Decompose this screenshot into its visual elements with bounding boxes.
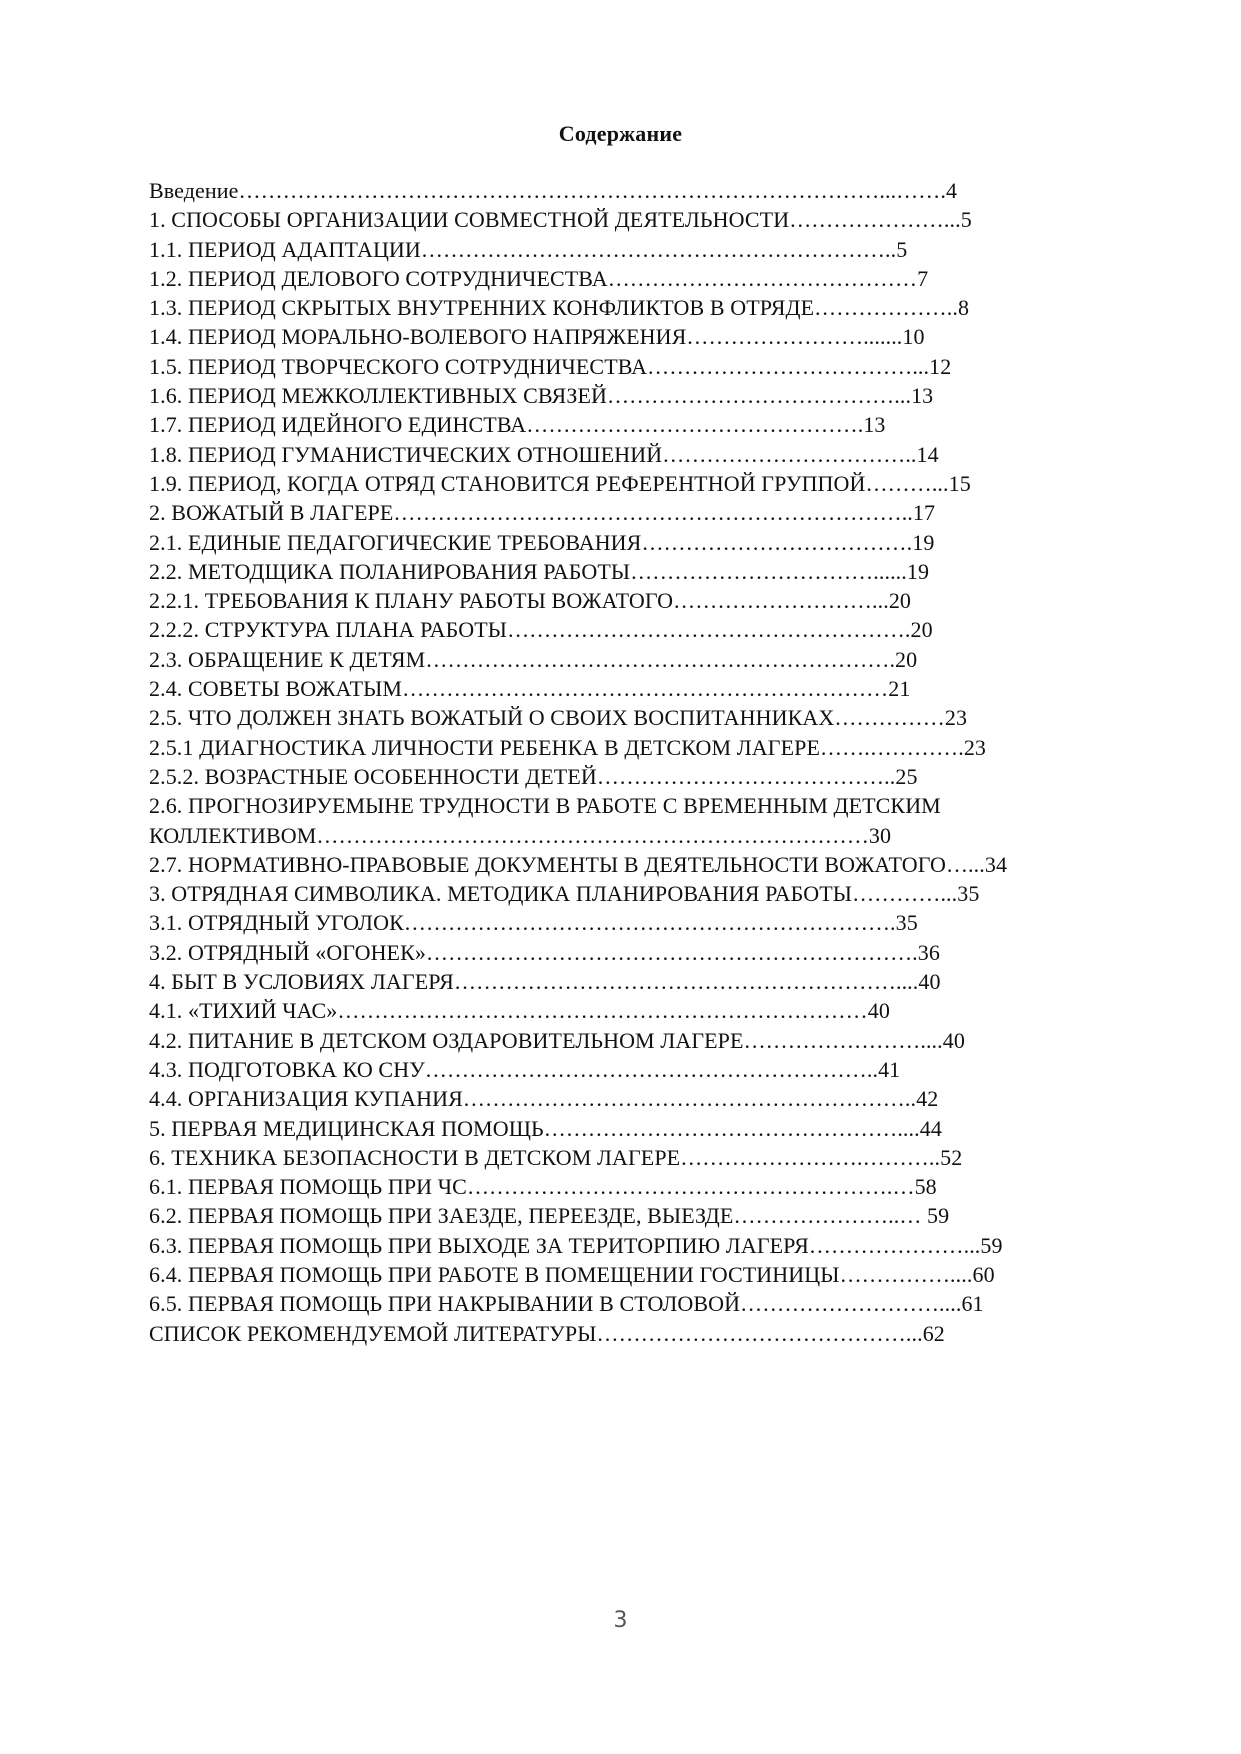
toc-entry-page: 35: [895, 910, 918, 936]
toc-entry-title: 4.1. «ТИХИЙ ЧАС»: [149, 998, 338, 1024]
toc-entry-page: 21: [888, 676, 911, 702]
toc-entry-leader: ……………....: [839, 1261, 973, 1287]
toc-entry[interactable]: [149, 264, 1159, 293]
toc-entry[interactable]: [149, 469, 1159, 498]
toc-entry-title: 3.1. ОТРЯДНЫЙ УГОЛОК: [149, 910, 404, 936]
toc-entry-page: 20: [888, 588, 912, 614]
toc-entry-page: 5: [960, 207, 972, 233]
toc-entry-leader: ………………………...: [673, 588, 889, 614]
toc-entry-page: 19: [912, 529, 935, 555]
toc-entry[interactable]: [149, 996, 1159, 1025]
toc-entry[interactable]: [149, 762, 1159, 791]
toc-entry[interactable]: [149, 557, 1159, 586]
toc-entry-page: 41: [878, 1056, 901, 1082]
toc-entry-title: 6.1. ПЕРВАЯ ПОМОЩЬ ПРИ ЧС: [149, 1174, 467, 1200]
toc-entry-leader: ………………………………...: [647, 353, 930, 379]
toc-entry-leader: ……………: [834, 705, 945, 731]
toc-entry[interactable]: [149, 440, 1159, 469]
toc-entry[interactable]: [149, 176, 1159, 205]
toc-entry-title: 2.3. ОБРАЩЕНИЕ К ДЕТЯМ: [149, 646, 426, 672]
toc-entry-leader: …………………………………..: [596, 763, 896, 789]
toc-entry-page: 59: [927, 1203, 950, 1229]
toc-entry[interactable]: [149, 1114, 1159, 1143]
toc-entry-leader: …………………….………..: [680, 1144, 941, 1170]
table-of-contents: [149, 176, 1159, 1348]
toc-entry[interactable]: [149, 1084, 1159, 1113]
toc-entry-title: 2. ВОЖАТЫЙ В ЛАГЕРЕ: [149, 500, 394, 526]
toc-entry-title: 3.2. ОТРЯДНЫЙ «ОГОНЕК»: [149, 939, 426, 965]
toc-entry-title: 1.7. ПЕРИОД ИДЕЙНОГО ЕДИНСТВА: [149, 412, 527, 438]
toc-entry-page: 13: [911, 383, 934, 409]
toc-entry[interactable]: [149, 293, 1159, 322]
toc-entry-page: 8: [957, 295, 970, 321]
toc-entry-title: 2.4. СОВЕТЫ ВОЖАТЫМ: [149, 676, 403, 702]
toc-entry[interactable]: [149, 498, 1159, 527]
toc-entry-leader: …………………………………………………………………: [316, 822, 869, 848]
toc-entry-leader: ………………………………………………………………: [337, 998, 868, 1024]
toc-entry-leader: ………………………………………………………….: [425, 939, 918, 965]
toc-entry-leader: …………………………………...: [606, 383, 912, 409]
toc-entry-leader: ……………………………………….: [526, 412, 864, 438]
toc-entry-page: 62: [922, 1320, 945, 1346]
toc-entry-page: 58: [914, 1174, 937, 1200]
toc-entry-leader: ……………………………………………………….: [425, 646, 896, 672]
toc-entry-page: 40: [918, 969, 941, 995]
toc-entry-page: 20: [910, 617, 933, 643]
toc-entry[interactable]: [149, 908, 1159, 937]
toc-entry-page: 35: [957, 881, 980, 907]
toc-entry-title: 1.8. ПЕРИОД ГУМАНИСТИЧЕСКИХ ОТНОШЕНИЙ: [149, 441, 663, 467]
toc-entry-title: 4.4. ОРГАНИЗАЦИЯ КУПАНИЯ: [149, 1086, 463, 1112]
toc-entry[interactable]: [149, 938, 1159, 967]
toc-entry-leader: …...: [945, 851, 985, 877]
toc-entry[interactable]: [149, 1026, 1159, 1055]
toc-entry[interactable]: [149, 879, 1159, 908]
toc-entry-title: 2.2. МЕТОДЩИКА ПОЛАНИРОВАНИЯ РАБОТЫ: [149, 558, 631, 584]
toc-entry-title: 6.2. ПЕРВАЯ ПОМОЩЬ ПРИ ЗАЕЗДЕ, ПЕРЕЕЗДЕ, ВЫЕЗДЕ: [149, 1203, 734, 1229]
toc-entry[interactable]: [149, 1289, 1159, 1318]
toc-entry-title: 4.2. ПИТАНИЕ В ДЕТСКОМ ОЗДАРОВИТЕЛЬНОМ ЛАГЕРЕ: [149, 1027, 744, 1053]
toc-entry-title: 6.5. ПЕРВАЯ ПОМОЩЬ ПРИ НАКРЫВАНИИ В СТОЛОВОЙ: [149, 1291, 741, 1317]
toc-entry-leader: ……………………………………………………....: [453, 969, 919, 995]
toc-entry-leader: ……………………………….: [641, 529, 913, 555]
toc-entry[interactable]: [149, 967, 1159, 996]
toc-entry[interactable]: [149, 850, 1159, 879]
toc-entry-title: 6.3. ПЕРВАЯ ПОМОЩЬ ПРИ ВЫХОДЕ ЗА ТЕРИТОРПИЮ ЛАГЕРЯ: [149, 1232, 809, 1258]
toc-entry-title: 6. ТЕХНИКА БЕЗОПАСНОСТИ В ДЕТСКОМ ЛАГЕРЕ: [149, 1144, 681, 1170]
toc-entry-title: 6.4. ПЕРВАЯ ПОМОЩЬ ПРИ РАБОТЕ В ПОМЕЩЕНИИ ГОСТИНИЦЫ: [149, 1261, 840, 1287]
toc-entry-title: 4.3. ПОДГОТОВКА КО СНУ: [149, 1056, 425, 1082]
toc-entry-page: 42: [916, 1086, 939, 1112]
page-title: Содержание: [558, 121, 683, 146]
toc-entry-title-cont: КОЛЛЕКТИВОМ: [149, 822, 317, 848]
toc-entry-leader: …………………..…: [733, 1203, 928, 1229]
toc-entry-title: 2.1. ЕДИНЫЕ ПЕДАГОГИЧЕСКИЕ ТРЕБОВАНИЯ: [149, 529, 642, 555]
toc-entry-leader: ………...: [865, 470, 949, 496]
toc-entry-leader: ……………………………………………….: [507, 617, 911, 643]
toc-entry[interactable]: [149, 586, 1159, 615]
toc-entry-title: 3. ОТРЯДНАЯ СИМВОЛИКА. МЕТОДИКА ПЛАНИРОВАНИЯ РАБОТЫ: [149, 881, 853, 907]
toc-entry-page: 30: [868, 822, 892, 848]
toc-entry-leader: ………………………....: [740, 1291, 962, 1317]
toc-entry-page: 20: [895, 646, 918, 672]
toc-entry-leader: ……………………………..: [662, 441, 917, 467]
toc-entry-page: 23: [944, 705, 968, 731]
toc-entry-title: 5. ПЕРВАЯ МЕДИЦИНСКАЯ ПОМОЩЬ: [149, 1115, 544, 1141]
toc-entry-page: 13: [863, 412, 886, 438]
toc-entry-page: 19: [906, 558, 930, 584]
toc-entry[interactable]: [149, 1201, 1159, 1230]
toc-entry-leader: ……………………………………………………..: [424, 1056, 879, 1082]
toc-entry[interactable]: [149, 645, 1159, 674]
toc-entry[interactable]: [149, 381, 1159, 410]
toc-entry[interactable]: [149, 703, 1159, 732]
toc-entry[interactable]: [149, 1231, 1159, 1260]
toc-entry-leader: …………………...: [789, 207, 961, 233]
toc-entry-page: 60: [972, 1261, 995, 1287]
toc-entry-title: 2.2.2. СТРУКТУРА ПЛАНА РАБОТЫ: [149, 617, 508, 643]
toc-entry-page: 10: [902, 324, 925, 350]
toc-entry[interactable]: [149, 235, 1159, 264]
toc-entry-title: 2.5. ЧТО ДОЛЖЕН ЗНАТЬ ВОЖАТЫЙ О СВОИХ ВОСПИТАННИКАХ: [149, 705, 835, 731]
toc-entry-title: 1.9. ПЕРИОД, КОГДА ОТРЯД СТАНОВИТСЯ РЕФЕРЕНТНОЙ ГРУППОЙ: [149, 470, 866, 496]
toc-entry-leader: ……………………………………………………………………………...…….: [238, 178, 946, 203]
toc-entry-title: 1.2. ПЕРИОД ДЕЛОВОГО СОТРУДНИЧЕСТВА: [149, 265, 608, 291]
toc-entry-title: 1.4. ПЕРИОД МОРАЛЬНО-ВОЛЕВОГО НАПРЯЖЕНИЯ: [149, 324, 687, 350]
toc-entry-title: 2.7. НОРМАТИВНО-ПРАВОВЫЕ ДОКУМЕНТЫ В ДЕЯТЕЛЬНОСТИ ВОЖАТОГО: [149, 851, 946, 877]
toc-entry-page: 44: [919, 1115, 942, 1141]
toc-entry-page: 15: [948, 470, 971, 496]
toc-entry-leader: …………………………………………....: [543, 1115, 920, 1141]
toc-entry-leader: ………………..: [814, 295, 958, 321]
toc-entry[interactable]: [149, 410, 1159, 439]
page-number: 3: [613, 1608, 628, 1633]
toc-entry-page: 40: [867, 998, 890, 1024]
toc-entry-leader: ……………………………………...: [596, 1320, 923, 1346]
toc-entry-leader: ……………………………......: [630, 558, 907, 584]
toc-entry-title: 2.2.1. ТРЕБОВАНИЯ К ПЛАНУ РАБОТЫ ВОЖАТОГО: [149, 588, 674, 614]
toc-entry[interactable]: [149, 733, 1159, 762]
toc-entry-page: 36: [917, 939, 940, 965]
toc-entry-title: 2.5.2. ВОЗРАСТНЫЕ ОСОБЕННОСТИ ДЕТЕЙ: [149, 763, 597, 789]
toc-entry-title: 1.5. ПЕРИОД ТВОРЧЕСКОГО СОТРУДНИЧЕСТВА: [149, 353, 648, 379]
toc-entry-leader: …………………….......: [686, 324, 903, 350]
toc-entry-page: 12: [929, 353, 952, 379]
toc-entry-leader: …….………….: [820, 734, 964, 760]
toc-entry-leader: ……………………………………………………..: [462, 1086, 917, 1112]
toc-entry-title: 1.3. ПЕРИОД СКРЫТЫХ ВНУТРЕННИХ КОНФЛИКТОВ В ОТРЯДЕ: [149, 295, 815, 321]
toc-entry[interactable]: [149, 674, 1159, 703]
toc-entry-title: 1.1. ПЕРИОД АДАПТАЦИИ: [149, 236, 421, 262]
toc-entry[interactable]: [149, 205, 1159, 234]
toc-entry-page: 25: [895, 763, 918, 789]
toc-entry-leader: …………...: [852, 881, 958, 907]
toc-entry-page: 59: [980, 1232, 1003, 1258]
toc-entry-page: 14: [916, 441, 939, 467]
toc-entry-title: 1.6. ПЕРИОД МЕЖКОЛЛЕКТИВНЫХ СВЯЗЕЙ: [149, 383, 607, 409]
toc-entry-leader: …………………………………………………………: [402, 676, 889, 702]
toc-entry-title: 2.5.1 ДИАГНОСТИКА ЛИЧНОСТИ РЕБЕНКА В ДЕТСКОМ ЛАГЕРЕ: [149, 734, 820, 760]
toc-entry-title: Введение: [149, 178, 239, 203]
toc-entry[interactable]: [149, 322, 1159, 351]
toc-entry[interactable]: [149, 1319, 1159, 1348]
toc-entry[interactable]: [149, 791, 1159, 850]
toc-entry[interactable]: [149, 1143, 1159, 1172]
toc-entry-title: 4. БЫТ В УСЛОВИЯХ ЛАГЕРЯ: [149, 969, 454, 995]
toc-entry-leader: ……………………………………………………………..: [393, 500, 913, 526]
toc-entry-continuation: [149, 821, 1159, 850]
toc-entry-page: 61: [961, 1291, 984, 1317]
toc-entry-leader: ………………………………………………………….: [403, 910, 896, 936]
toc-entry-title: 1. СПОСОБЫ ОРГАНИЗАЦИИ СОВМЕСТНОЙ ДЕЯТЕЛЬНОСТИ: [149, 207, 790, 233]
toc-entry[interactable]: [149, 528, 1159, 557]
toc-entry-page: 52: [940, 1144, 963, 1170]
toc-entry-title: СПИСОК РЕКОМЕНДУЕМОЙ ЛИТЕРАТУРЫ: [149, 1320, 597, 1346]
toc-entry-page: 17: [912, 500, 936, 526]
toc-entry-page: 7: [917, 265, 929, 291]
toc-entry-page: 4: [945, 178, 958, 203]
toc-entry-page: 5: [896, 236, 908, 262]
toc-entry[interactable]: [149, 1055, 1159, 1084]
toc-entry-page: 34: [984, 851, 1008, 877]
toc-entry-leader: ………………………………………………………..: [420, 236, 897, 262]
toc-entry-leader: ……………………………………: [607, 265, 918, 291]
toc-entry-leader: ………………………………………………….…: [466, 1174, 915, 1200]
toc-entry-leader: …………………...: [808, 1232, 981, 1258]
toc-entry-page: 23: [963, 734, 987, 760]
toc-entry-title: 2.6. ПРОГНОЗИРУЕМЫНЕ ТРУДНОСТИ В РАБОТЕ С ВРЕМЕННЫМ ДЕТСКИМ: [149, 793, 941, 819]
toc-entry-leader: ……………………....: [743, 1027, 943, 1053]
toc-entry[interactable]: [149, 615, 1159, 644]
toc-entry[interactable]: [149, 1260, 1159, 1289]
toc-entry-page: 40: [942, 1027, 965, 1053]
toc-entry[interactable]: [149, 1172, 1159, 1201]
toc-entry[interactable]: [149, 352, 1159, 381]
